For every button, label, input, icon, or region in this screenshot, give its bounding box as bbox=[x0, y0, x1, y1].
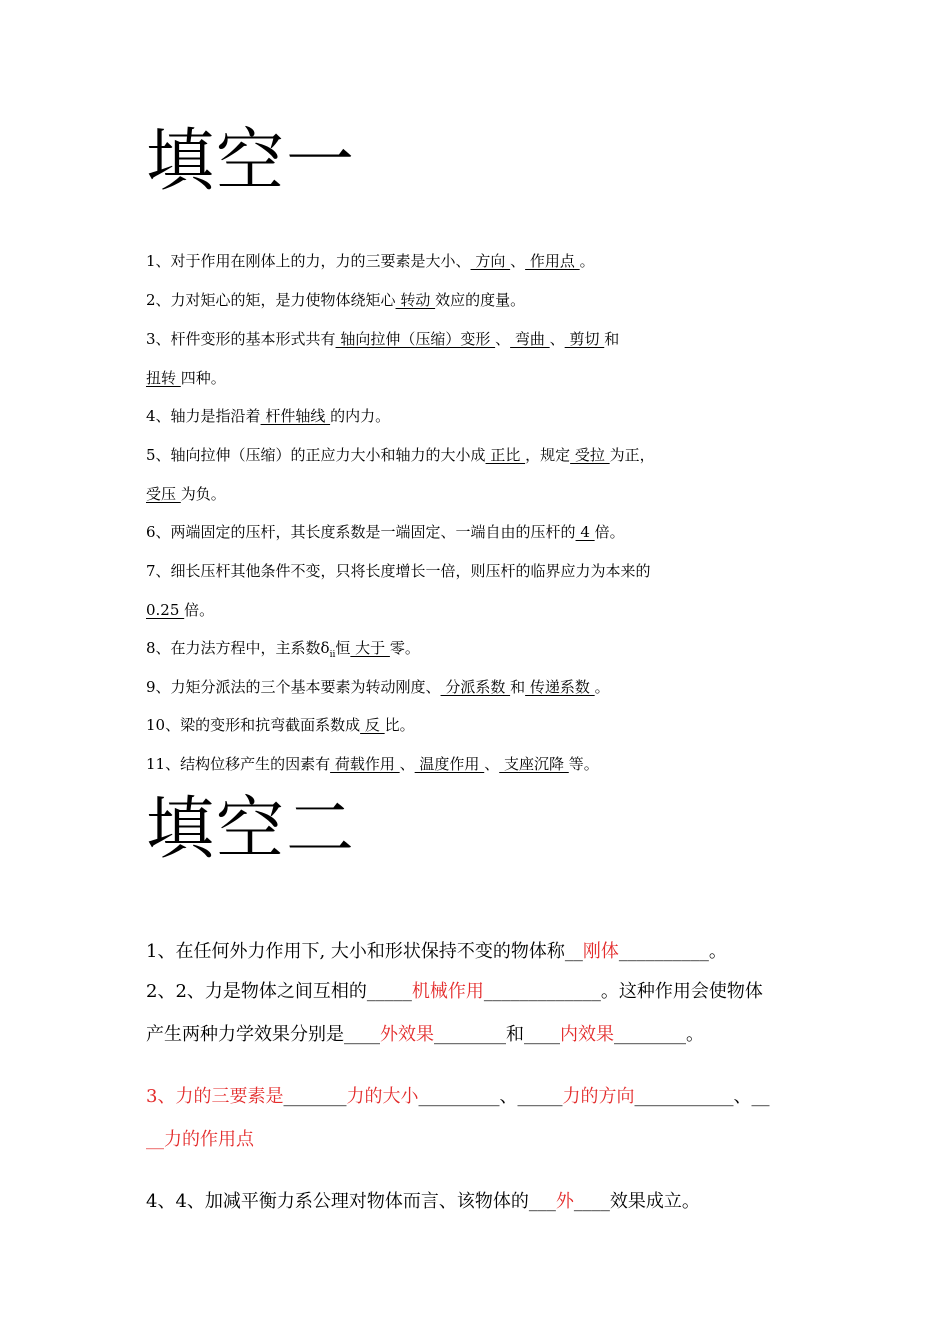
answer-blank: 反 bbox=[360, 716, 385, 734]
answer-text: 外效果 bbox=[380, 1024, 434, 1045]
answer-blank: 杆件轴线 bbox=[260, 407, 331, 425]
s2-question-3-cont: __力的作用点 bbox=[146, 1129, 254, 1150]
answer-text: 力的方向 bbox=[562, 1086, 635, 1107]
s1-question-5: 5、轴向拉伸（压缩）的正应力大小和轴力的大小成 正比 ，规定 受拉 为正， bbox=[146, 446, 655, 464]
answer-blank: 受拉 bbox=[570, 446, 610, 464]
answer-blank: 温度作用 bbox=[414, 755, 485, 773]
s2-question-2-cont: 产生两种力学效果分别是____外效果________和____内效果________。 bbox=[146, 1024, 704, 1045]
s1-question-5-cont: 受压 为负。 bbox=[146, 485, 226, 503]
answer-blank: 大于 bbox=[350, 639, 390, 657]
answer-blank: 受压 bbox=[146, 485, 181, 503]
s1-question-3-cont: 扭转 四种。 bbox=[146, 369, 226, 387]
answer-blank: 转动 bbox=[395, 291, 436, 309]
answer-blank: 4 bbox=[575, 523, 595, 541]
answer-blank: 剪切 bbox=[564, 330, 605, 348]
answer-blank: 作用点 bbox=[525, 252, 580, 270]
answer-text: 刚体 bbox=[582, 941, 619, 962]
s1-question-2: 2、力对矩心的矩，是力使物体绕矩心 转动 效应的度量。 bbox=[146, 291, 526, 309]
answer-text: 力的大小 bbox=[346, 1086, 419, 1107]
answer-blank: 正比 bbox=[485, 446, 526, 464]
answer-blank: 0.25 bbox=[146, 601, 185, 619]
answer-blank: 分派系数 bbox=[440, 678, 511, 696]
s2-question-3: 3、力的三要素是_______力的大小_________、_____力的方向___________、__ bbox=[146, 1086, 770, 1107]
s1-question-11: 11、结构位移产生的因素有 荷载作用 、 温度作用 、 支座沉降 等。 bbox=[146, 755, 599, 773]
answer-text: 内效果 bbox=[560, 1024, 614, 1045]
answer-blank: 支座沉降 bbox=[499, 755, 569, 773]
answer-blank: 传递系数 bbox=[525, 678, 595, 696]
section2-title: 填空二 bbox=[146, 790, 357, 869]
s1-question-1: 1、对于作用在刚体上的力，力的三要素是大小、 方向 、 作用点 。 bbox=[146, 252, 595, 270]
answer-blank: 弯曲 bbox=[510, 330, 550, 348]
section1-title: 填空一 bbox=[146, 122, 357, 201]
s1-question-10: 10、梁的变形和抗弯截面系数成 反 比。 bbox=[146, 716, 415, 734]
answer-blank: 轴向拉伸（压缩）变形 bbox=[335, 330, 496, 348]
s1-question-7-cont: 0.25 倍。 bbox=[146, 601, 215, 619]
s1-question-4: 4、轴力是指沿着 杆件轴线 的内力。 bbox=[146, 407, 391, 425]
s1-question-8: 8、在力法方程中，主系数$\delta_{ii}$恒 大于 零。 bbox=[146, 639, 420, 660]
s1-question-9: 9、力矩分派法的三个基本要素为转动刚度、 分派系数 和 传递系数 。 bbox=[146, 678, 610, 696]
s1-question-3: 3、杆件变形的基本形式共有 轴向拉伸（压缩）变形 、 弯曲 、 剪切 和 bbox=[146, 330, 620, 348]
answer-text: 外 bbox=[555, 1191, 574, 1212]
s2-question-2: 2、2、力是物体之间互相的_____机械作用_____________。这种作用会使物体 bbox=[146, 981, 763, 1002]
answer-blank: 扭转 bbox=[146, 369, 181, 387]
s2-question-4: 4、4、加减平衡力系公理对物体而言、该物体的___外____效果成立。 bbox=[146, 1191, 700, 1212]
answer-blank: 方向 bbox=[470, 252, 511, 270]
answer-text: 力的作用点 bbox=[164, 1129, 254, 1150]
answer-text: 机械作用 bbox=[411, 981, 484, 1002]
s1-question-7: 7、细长压杆其他条件不变，只将长度增长一倍，则压杆的临界应力为本来的 bbox=[146, 562, 651, 580]
s2-question-1: 1、在任何外力作用下, 大小和形状保持不变的物体称__刚体__________。 bbox=[146, 941, 727, 962]
answer-blank: 荷载作用 bbox=[330, 755, 400, 773]
s1-question-6: 6、两端固定的压杆，其长度系数是一端固定、一端自由的压杆的 4 倍。 bbox=[146, 523, 625, 541]
